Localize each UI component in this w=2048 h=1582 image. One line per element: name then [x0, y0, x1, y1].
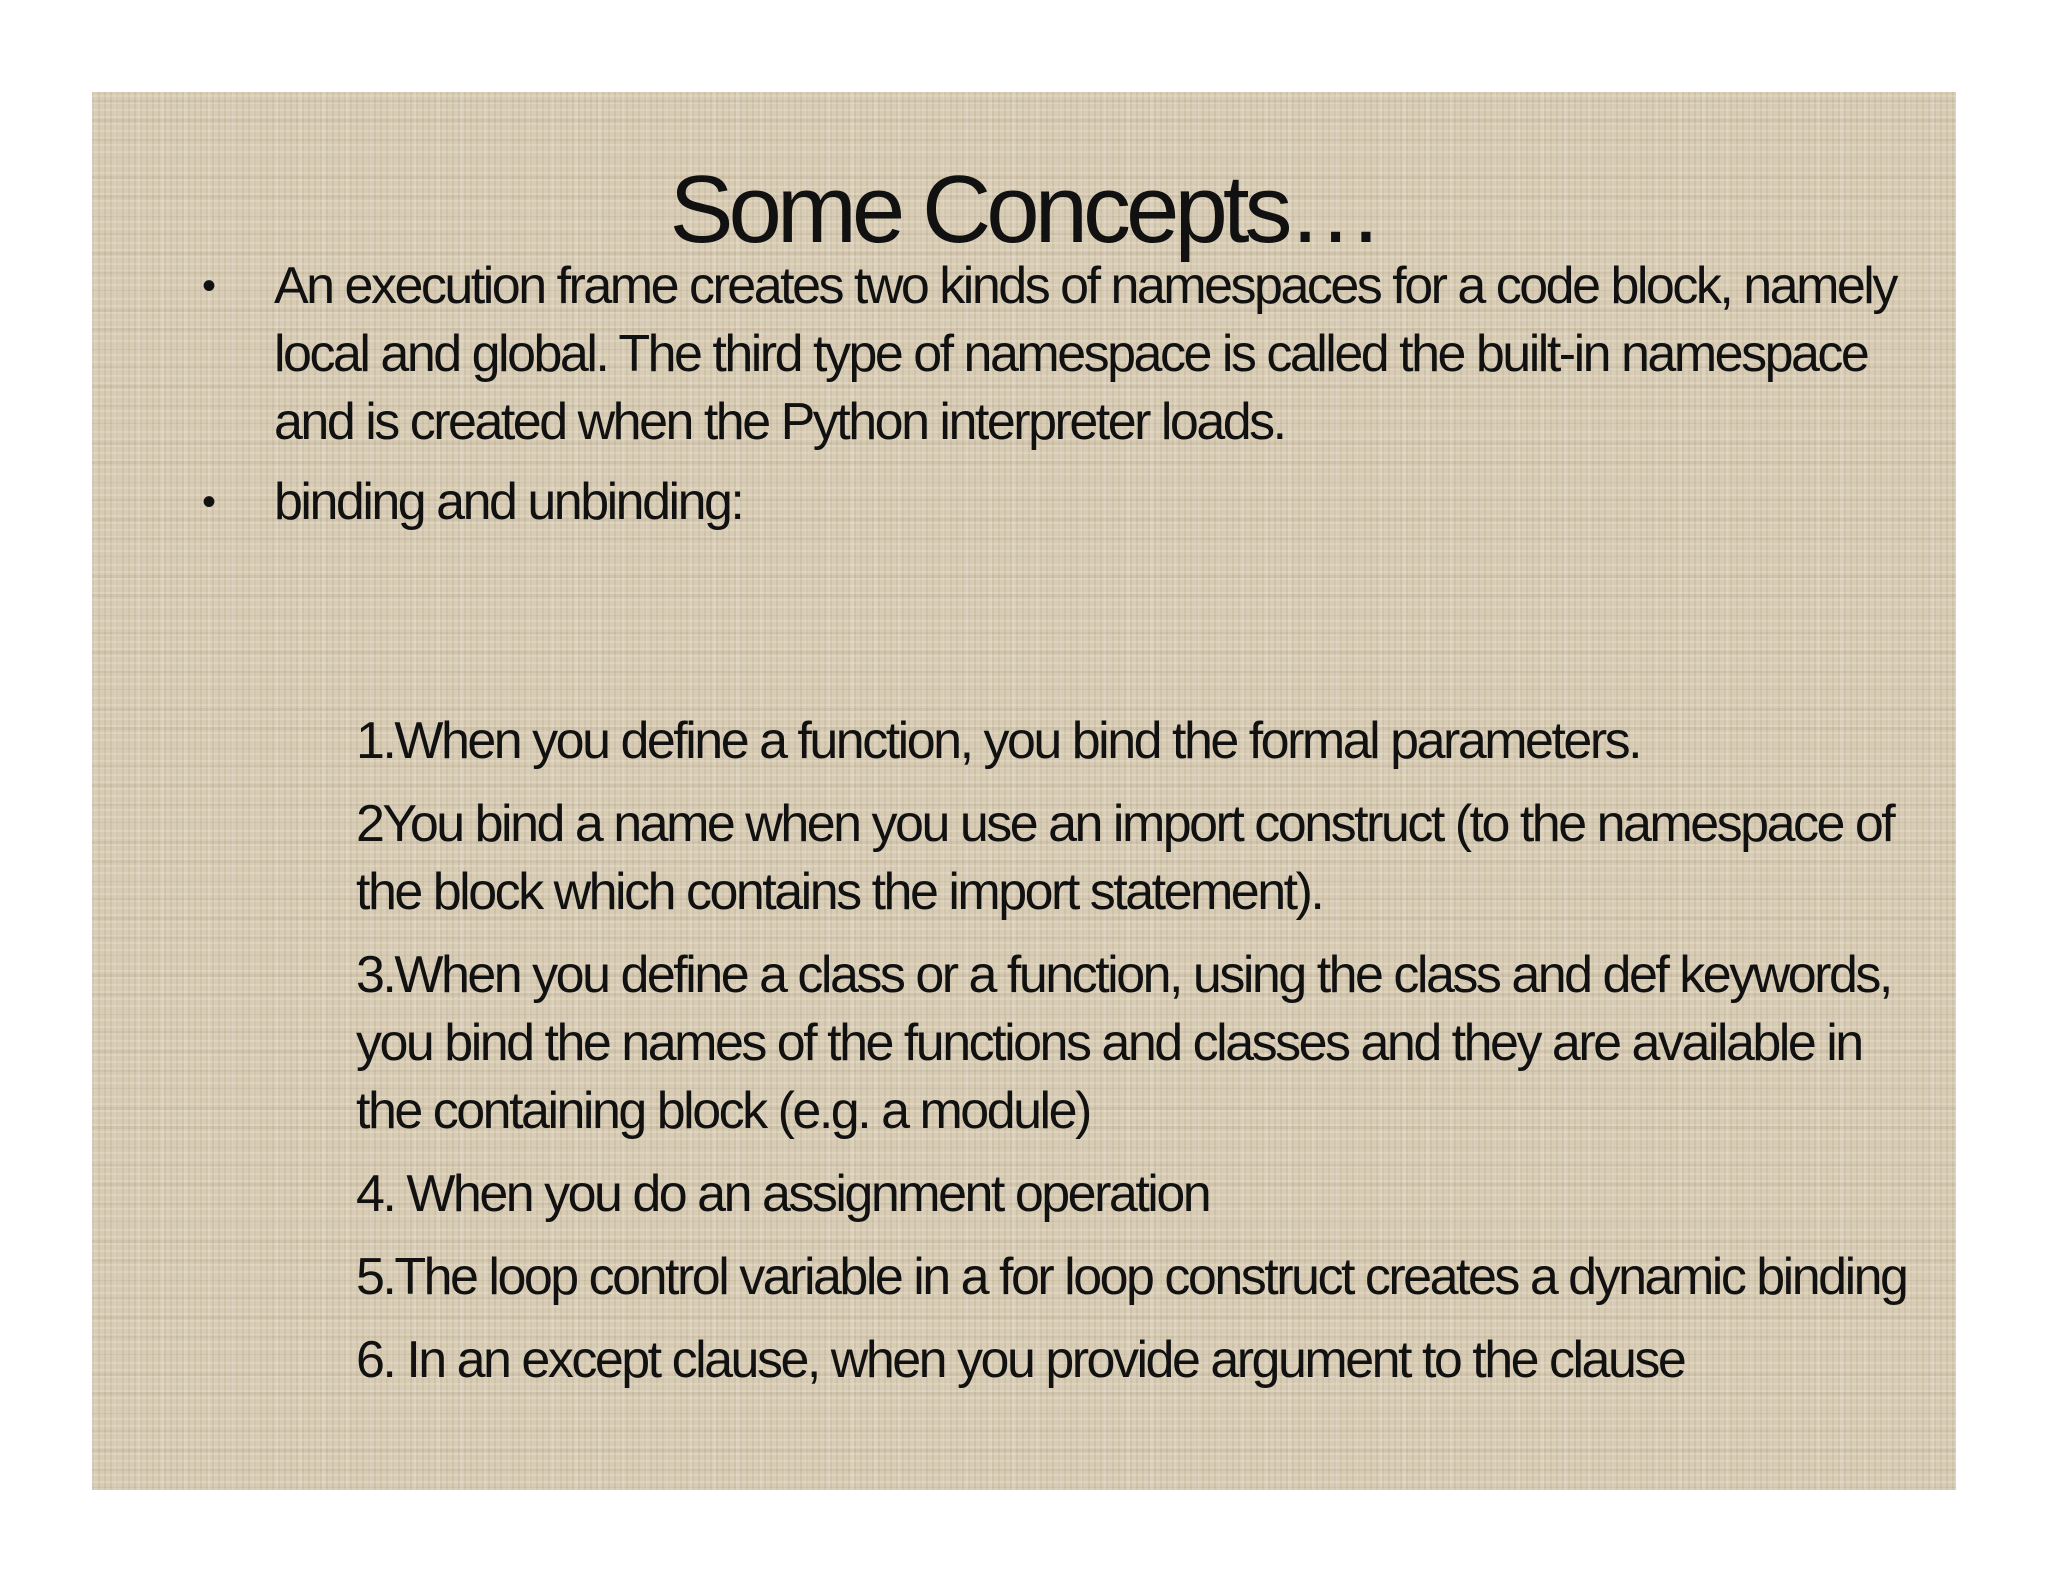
slide [92, 92, 1956, 1490]
slide-title: Some Concepts… [669, 156, 1379, 263]
list-item: 3.When you define a class or a function, using the class and def keywords, you bind the names of the functions and classes and they are available in the containing block (e.g. a module) [356, 946, 1891, 1140]
bullet-icon: • [202, 264, 217, 308]
bullet-icon: • [202, 480, 217, 524]
bullet-list [202, 252, 1902, 548]
list-item: 4. When you do an assignment operation [356, 1165, 1210, 1223]
list-item: 5.The loop control variable in a for loop construct creates a dynamic binding [356, 1248, 1907, 1306]
bullet-item [202, 468, 1902, 536]
bullet-item [202, 252, 1902, 456]
list-item: 1.When you define a function, you bind the formal parameters. [356, 712, 1641, 770]
bullet-text: An execution frame creates two kinds of namespaces for a code block, namely local and global. The third type of namespace is called the built-in namespace and is created when the Python interpreter loads. [274, 257, 1896, 451]
numbered-list [356, 707, 1936, 1409]
list-item: 2You bind a name when you use an import construct (to the namespace of the block which contains the import statement). [356, 795, 1894, 921]
list-item: 6. In an except clause, when you provide argument to the clause [356, 1331, 1685, 1389]
bullet-text: binding and unbinding: [274, 473, 743, 531]
